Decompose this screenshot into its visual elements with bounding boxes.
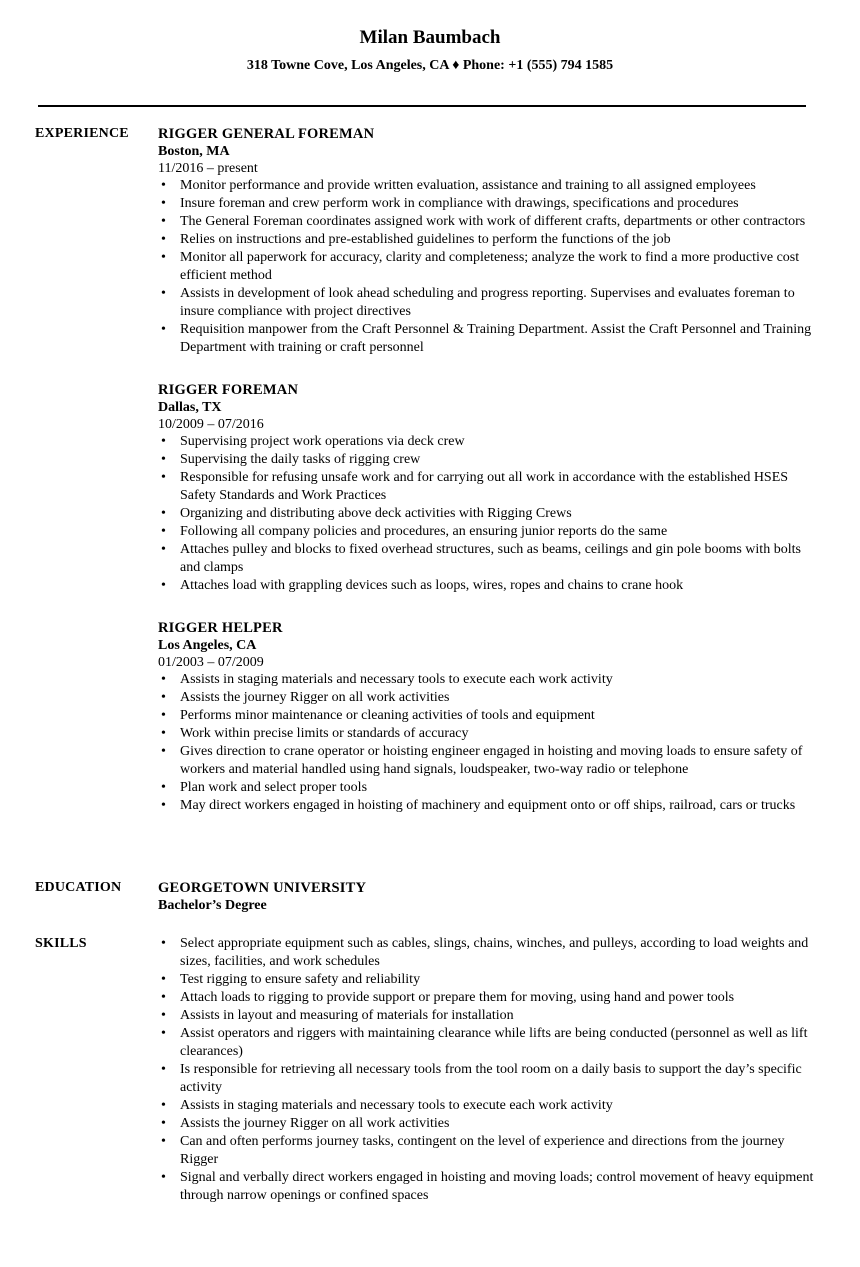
school-name: GEORGETOWN UNIVERSITY: [158, 880, 367, 896]
job-bullet: • Responsible for refusing unsafe work and for carrying out all work in accordance with the established HSES Safety Standards and Work Practices: [180, 469, 818, 505]
skill-item: • Assist operators and riggers with maintaining clearance while lifts are being conducted (personnel as well as lift clearances): [180, 1025, 818, 1061]
job-entry: [158, 125, 818, 357]
skill-item: • Assists in staging materials and necessary tools to execute each work activity: [180, 1097, 818, 1115]
job-dates: 01/2003 – 07/2009: [158, 655, 264, 670]
job-location: Boston, MA: [158, 144, 230, 159]
skill-item: • Can and often performs journey tasks, contingent on the level of experience and directions from the journey Rigger: [180, 1133, 818, 1169]
job-entry: [158, 381, 818, 595]
skill-item: • Select appropriate equipment such as cables, slings, chains, winches, and pulleys, according to load weights and sizes, facilities, and work schedules: [180, 935, 818, 971]
job-entry: [158, 619, 818, 815]
job-location: Dallas, TX: [158, 400, 222, 415]
section-label-skills: SKILLS: [35, 936, 87, 951]
job-dates: 10/2009 – 07/2016: [158, 417, 264, 432]
skill-item: • Test rigging to ensure safety and reliability: [180, 971, 818, 989]
job-bullet: • Gives direction to crane operator or hoisting engineer engaged in hoisting and moving loads to ensure safety of workers and material handled using hand signals, loudspeaker, two-way radio or telephone: [180, 743, 818, 779]
job-bullet: • Assists in development of look ahead scheduling and progress reporting. Supervises and evaluates foreman to insure compliance with project directives: [180, 285, 818, 321]
experience-list: [158, 125, 818, 839]
skills-list-container: [158, 935, 818, 1205]
job-bullet-list: [158, 177, 818, 357]
job-bullet-list: [158, 433, 818, 595]
job-bullet: • Supervising the daily tasks of rigging crew: [180, 451, 818, 469]
job-bullet: • Relies on instructions and pre-established guidelines to perform the functions of the job: [180, 231, 818, 249]
skill-item: • Signal and verbally direct workers engaged in hoisting and moving loads; control movement of heavy equipment through narrow openings or confined spaces: [180, 1169, 818, 1205]
job-bullet: • Insure foreman and crew perform work in compliance with drawings, specifications and procedures: [180, 195, 818, 213]
job-bullet: • Requisition manpower from the Craft Personnel & Training Department. Assist the Craft Personnel and Training Department with training or craft personnel: [180, 321, 818, 357]
job-bullet: • Monitor performance and provide written evaluation, assistance and training to all assigned employees: [180, 177, 818, 195]
section-label-education: EDUCATION: [35, 880, 122, 895]
section-label-experience: EXPERIENCE: [35, 126, 129, 141]
degree: Bachelor’s Degree: [158, 898, 267, 913]
header-divider: [38, 105, 806, 107]
job-bullet: • Attaches load with grappling devices such as loops, wires, ropes and chains to crane hook: [180, 577, 818, 595]
job-bullet: • Supervising project work operations via deck crew: [180, 433, 818, 451]
candidate-name: Milan Baumbach: [359, 27, 501, 48]
skills-list: [158, 935, 818, 1205]
job-bullet: • Performs minor maintenance or cleaning activities of tools and equipment: [180, 707, 818, 725]
job-bullet: • Organizing and distributing above deck activities with Rigging Crews: [180, 505, 818, 523]
education-entry: [158, 879, 818, 915]
job-bullet: • May direct workers engaged in hoisting of machinery and equipment onto or off ships, railroad, cars or trucks: [180, 797, 818, 815]
job-dates: 11/2016 – present: [158, 161, 258, 176]
contact-line: 318 Towne Cove, Los Angeles, CA ♦ Phone: +1 (555) 794 1585: [246, 58, 614, 73]
resume-header: [0, 27, 860, 75]
job-bullet: • Monitor all paperwork for accuracy, clarity and completeness; analyze the work to find a more productive cost efficient method: [180, 249, 818, 285]
skill-item: • Is responsible for retrieving all necessary tools from the tool room on a daily basis to support the day’s specific activity: [180, 1061, 818, 1097]
job-bullet: • Assists the journey Rigger on all work activities: [180, 689, 818, 707]
job-bullet: • Plan work and select proper tools: [180, 779, 818, 797]
job-bullet: • The General Foreman coordinates assigned work with work of different crafts, departments or other contractors: [180, 213, 818, 231]
job-bullet: • Following all company policies and procedures, an ensuring junior reports do the same: [180, 523, 818, 541]
job-bullet: • Attaches pulley and blocks to fixed overhead structures, such as beams, ceilings and gin pole booms with bolts and clamps: [180, 541, 818, 577]
job-location: Los Angeles, CA: [158, 638, 257, 653]
job-title: RIGGER GENERAL FOREMAN: [158, 126, 375, 142]
skill-item: • Assists the journey Rigger on all work activities: [180, 1115, 818, 1133]
skill-item: • Attach loads to rigging to provide support or prepare them for moving, using hand and power tools: [180, 989, 818, 1007]
job-bullet: • Assists in staging materials and necessary tools to execute each work activity: [180, 671, 818, 689]
job-title: RIGGER FOREMAN: [158, 382, 299, 398]
job-bullet-list: [158, 671, 818, 815]
job-title: RIGGER HELPER: [158, 620, 283, 636]
job-bullet: • Work within precise limits or standards of accuracy: [180, 725, 818, 743]
skill-item: • Assists in layout and measuring of materials for installation: [180, 1007, 818, 1025]
